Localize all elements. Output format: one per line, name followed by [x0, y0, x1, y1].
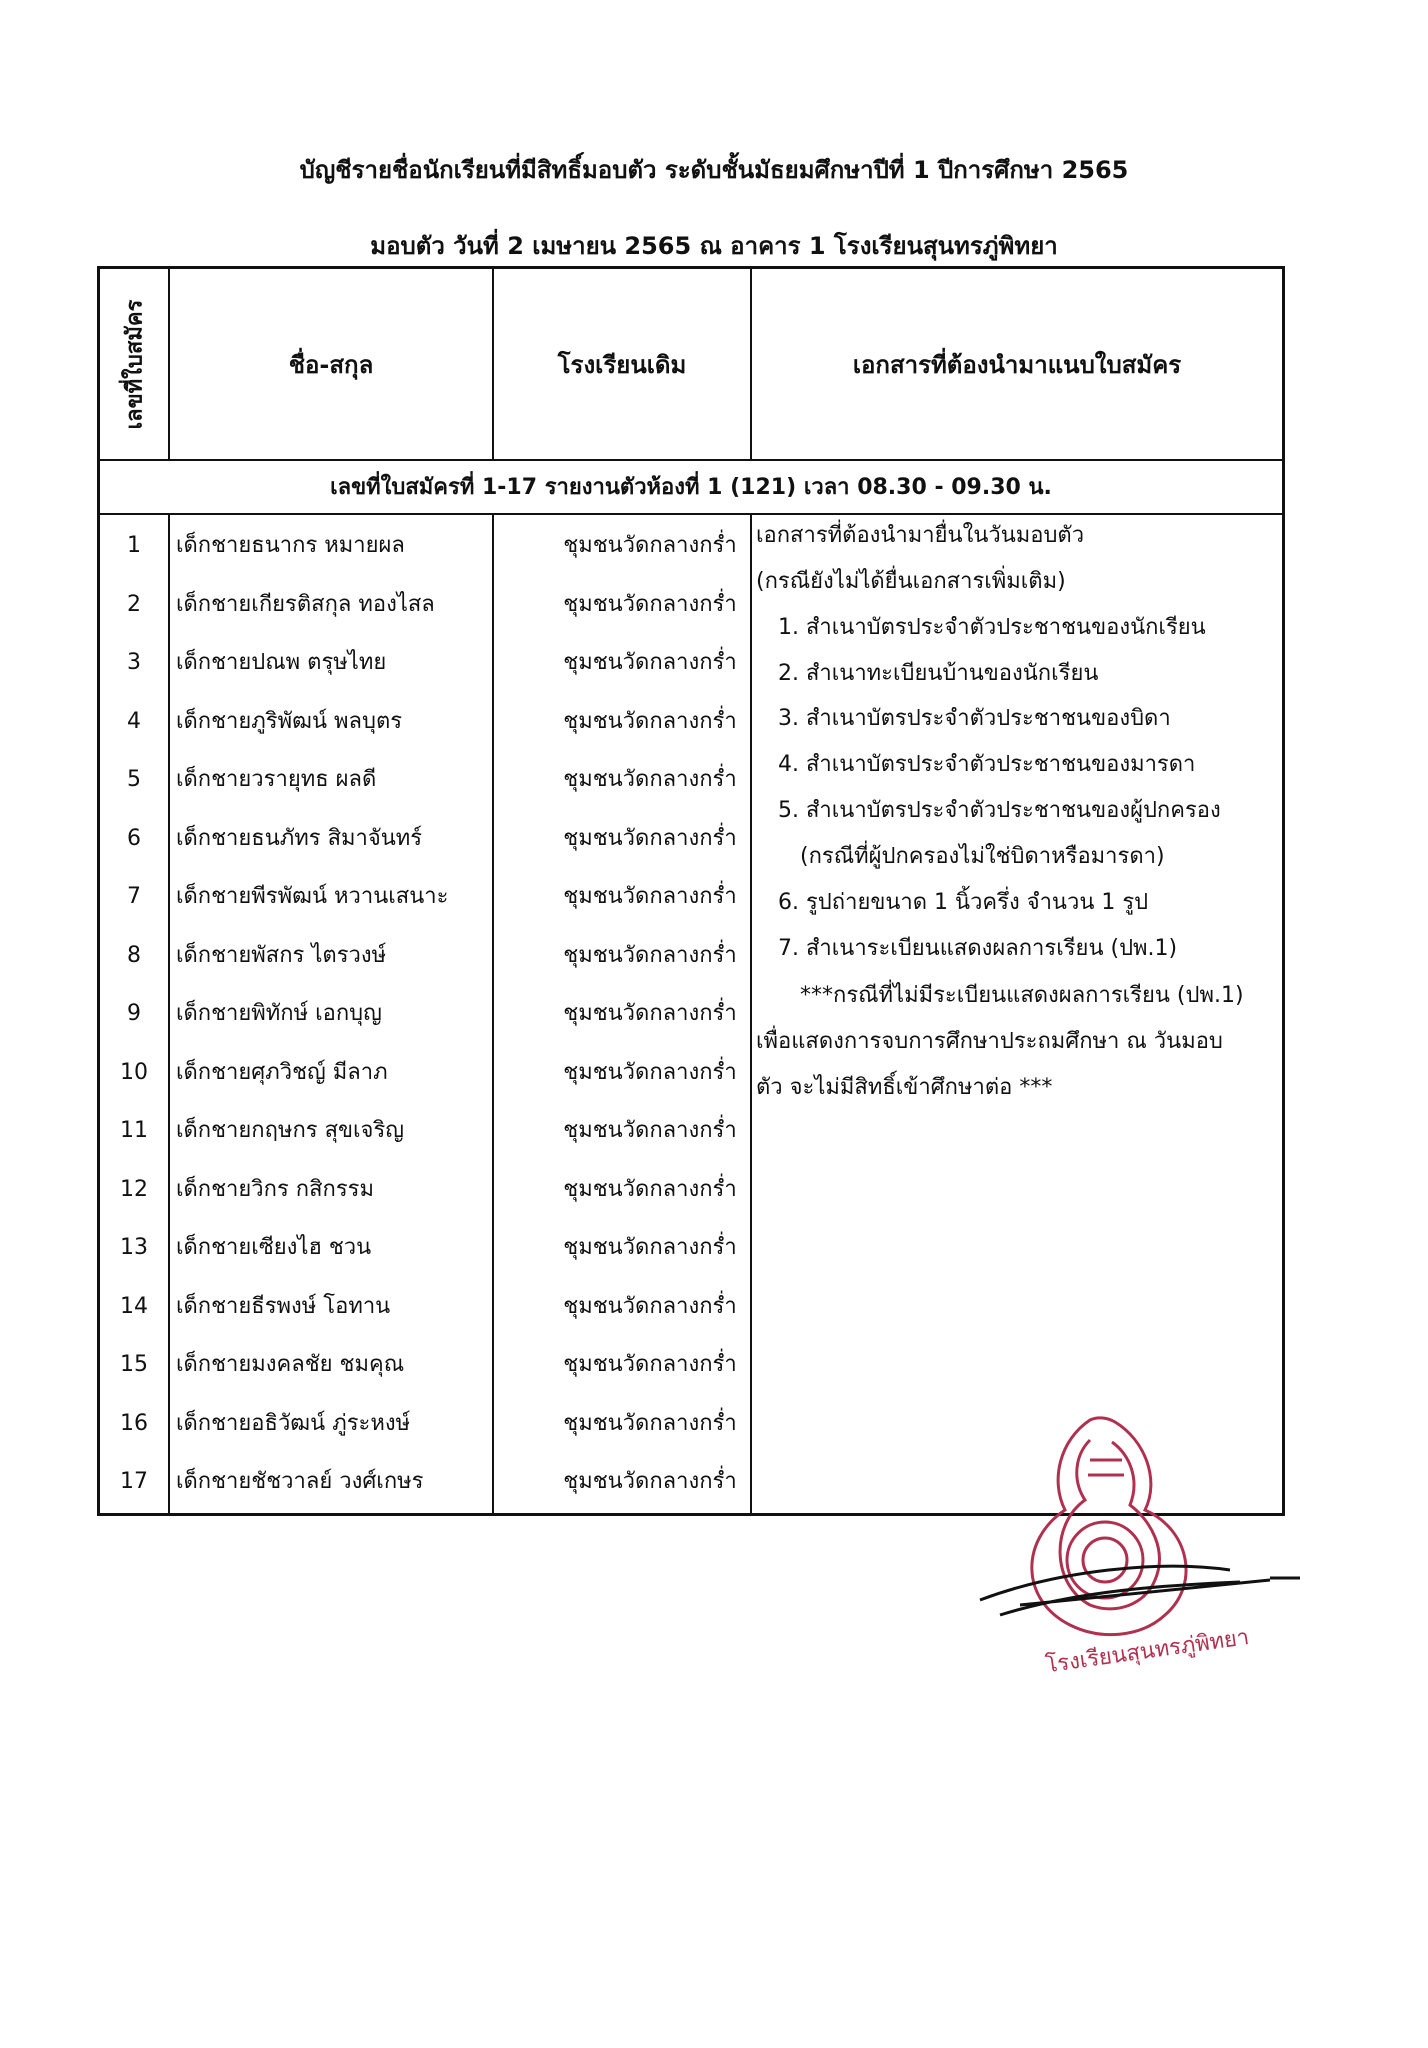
previous-school: ชุมชนวัดกลางกร่ำ — [563, 1293, 737, 1319]
previous-school: ชุมชนวัดกลางกร่ำ — [563, 1410, 737, 1436]
previous-school: ชุมชนวัดกลางกร่ำ — [563, 650, 737, 675]
header-name: ชื่อ-สกุล — [288, 350, 374, 379]
header-documents: เอกสารที่ต้องนำมาแนบใบสมัคร — [852, 350, 1182, 379]
row-number: 14 — [120, 1293, 148, 1319]
row-number: 7 — [127, 884, 141, 909]
previous-school: ชุมชนวัดกลางกร่ำ — [563, 1352, 737, 1377]
student-name: เด็กชายพิทักษ์ เอกบุญ — [176, 1001, 382, 1026]
student-name: เด็กชายธนภัทร สิมาจันทร์ — [176, 825, 423, 851]
row-number: 17 — [120, 1469, 148, 1494]
document-title: บัญชีรายชื่อนักเรียนที่มีสิทธิ์มอบตัว ระดับชั้นมัธยมศึกษาปีที่ 1 ปีการศึกษา 2565 — [299, 156, 1129, 184]
column-divider-2-top — [492, 269, 494, 459]
row-number: 15 — [120, 1352, 148, 1377]
previous-school: ชุมชนวัดกลางกร่ำ — [563, 1118, 737, 1143]
previous-school: ชุมชนวัดกลางกร่ำ — [563, 1059, 737, 1085]
previous-school: ชุมชนวัดกลางกร่ำ — [563, 884, 737, 909]
previous-school: ชุมชนวัดกลางกร่ำ — [563, 767, 737, 792]
previous-school: ชุมชนวัดกลางกร่ำ — [563, 1001, 737, 1026]
column-divider-1 — [168, 515, 170, 1513]
previous-school: ชุมชนวัดกลางกร่ำ — [563, 591, 737, 617]
document-line: ***กรณีที่ไม่มีระเบียนแสดงผลการเรียน (ปพ.1) — [800, 983, 1244, 1008]
column-divider-1-top — [168, 269, 170, 459]
student-name: เด็กชายวิกร กสิกรรม — [176, 1176, 374, 1202]
row-number: 6 — [127, 825, 141, 851]
document-line: 6. รูปถ่ายขนาด 1 นิ้วครึ่ง จำนวน 1 รูป — [778, 890, 1149, 915]
student-name: เด็กชายชัชวาลย์ วงศ์เกษร — [176, 1469, 424, 1494]
previous-school: ชุมชนวัดกลางกร่ำ — [563, 1235, 737, 1260]
student-name: เด็กชายอธิวัฒน์ ภู่ระหงษ์ — [176, 1410, 411, 1436]
row-number: 11 — [120, 1118, 148, 1143]
student-table — [97, 266, 1285, 1516]
student-name: เด็กชายปณพ ตรุษไทย — [176, 650, 387, 675]
document-line: 3. สำเนาบัตรประจำตัวประชาชนของบิดา — [778, 706, 1171, 731]
group-divider — [100, 513, 1282, 515]
previous-school: ชุมชนวัดกลางกร่ำ — [563, 533, 737, 558]
student-name: เด็กชายวรายุทธ ผลดี — [176, 767, 377, 792]
row-number: 1 — [127, 533, 141, 558]
header-application-no — [100, 269, 168, 459]
previous-school: ชุมชนวัดกลางกร่ำ — [563, 1469, 737, 1494]
student-name: เด็กชายภูริพัฒน์ พลบุตร — [176, 708, 403, 734]
student-name: เด็กชายพีรพัฒน์ หวานเสนาะ — [176, 884, 449, 909]
document-line: (กรณีที่ผู้ปกครองไม่ใช่บิดาหรือมารดา) — [800, 844, 1165, 869]
row-number: 16 — [120, 1410, 148, 1436]
row-number: 8 — [127, 942, 141, 968]
previous-school: ชุมชนวัดกลางกร่ำ — [563, 708, 737, 734]
student-name: เด็กชายธีรพงษ์ โอทาน — [176, 1293, 391, 1319]
document-line: เอกสารที่ต้องนำมายื่นในวันมอบตัว — [756, 523, 1085, 548]
header-previous-school: โรงเรียนเดิม — [557, 350, 687, 379]
row-number: 13 — [120, 1235, 148, 1260]
student-name: เด็กชายศุภวิชญ์ มีลาภ — [176, 1059, 388, 1085]
row-number: 3 — [127, 650, 141, 675]
group-row: เลขที่ใบสมัครที่ 1-17 รายงานตัวห้องที่ 1 (121) เวลา 08.30 - 09.30 น. — [330, 474, 1052, 500]
row-number: 5 — [127, 767, 141, 792]
document-line: เพื่อแสดงการจบการศึกษาประถมศึกษา ณ วันมอบ — [756, 1029, 1223, 1054]
row-number: 10 — [120, 1059, 148, 1085]
column-divider-3-top — [750, 269, 752, 459]
document-line: (กรณียังไม่ได้ยื่นเอกสารเพิ่มเติม) — [756, 569, 1066, 594]
document-line: ตัว จะไม่มีสิทธิ์เข้าศึกษาต่อ *** — [756, 1075, 1053, 1100]
header-divider — [100, 459, 1282, 461]
row-number: 12 — [120, 1176, 148, 1202]
document-line: 5. สำเนาบัตรประจำตัวประชาชนของผู้ปกครอง — [778, 798, 1221, 823]
document-line: 2. สำเนาทะเบียนบ้านของนักเรียน — [778, 661, 1099, 686]
document-line: 7. สำเนาระเบียนแสดงผลการเรียน (ปพ.1) — [778, 936, 1178, 961]
header-application-no-label: เลขที่ใบสมัคร — [122, 299, 148, 429]
student-name: เด็กชายพัสกร ไตรวงษ์ — [176, 942, 387, 968]
row-number: 2 — [127, 591, 141, 617]
student-name: เด็กชายเซียงไฮ ชวน — [176, 1235, 372, 1260]
student-name: เด็กชายธนากร หมายผล — [176, 533, 405, 558]
school-seal — [940, 1400, 1300, 1680]
document-line: 4. สำเนาบัตรประจำตัวประชาชนของมารดา — [778, 752, 1196, 777]
previous-school: ชุมชนวัดกลางกร่ำ — [563, 942, 737, 968]
column-divider-2 — [492, 515, 494, 1513]
row-number: 4 — [127, 708, 141, 734]
student-name: เด็กชายมงคลชัย ชมคุณ — [176, 1352, 405, 1377]
previous-school: ชุมชนวัดกลางกร่ำ — [563, 1176, 737, 1202]
student-name: เด็กชายกฤษกร สุขเจริญ — [176, 1118, 405, 1143]
student-name: เด็กชายเกียรติสกุล ทองไสล — [176, 591, 435, 617]
seal-text: โรงเรียนสุนทรภู่พิทยา — [1044, 1624, 1251, 1679]
previous-school: ชุมชนวัดกลางกร่ำ — [563, 825, 737, 851]
row-number: 9 — [127, 1001, 141, 1026]
document-line: 1. สำเนาบัตรประจำตัวประชาชนของนักเรียน — [778, 615, 1206, 640]
document-subtitle: มอบตัว วันที่ 2 เมษายน 2565 ณ อาคาร 1 โรงเรียนสุนทรภู่พิทยา — [370, 232, 1058, 260]
